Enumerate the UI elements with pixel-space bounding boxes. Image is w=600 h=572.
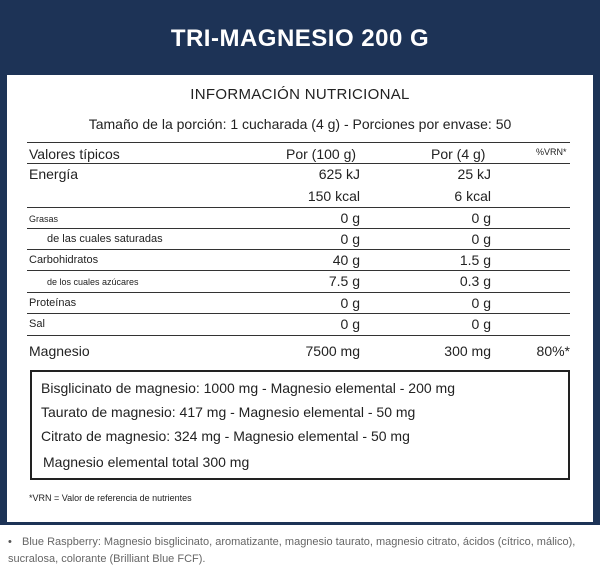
row-rule	[27, 313, 570, 314]
energia-kj-per100: 625 kJ	[318, 166, 360, 182]
box-line-citrato: Citrato de magnesio: 324 mg - Magnesio elemental - 50 mg	[41, 428, 410, 444]
box-line-taurato: Taurato de magnesio: 417 mg - Magnesio elemental - 50 mg	[41, 404, 416, 420]
nutrition-card	[7, 75, 593, 522]
header-per-100g: Por (100 g)	[286, 146, 357, 162]
sal-per100: 0 g	[340, 316, 360, 332]
row-label-grasas: Grasas	[29, 214, 59, 224]
ingredients-text: Blue Raspberry: Magnesio bisglicinato, aromatizante, magnesio taurato, magnesio citrato, ácidos (cítrico, málico), sucralosa, colorante (Brilliant Blue FCF).	[8, 536, 576, 565]
row-label-azucares: de los cuales azúcares	[47, 277, 139, 287]
proteinas-per100: 0 g	[340, 295, 360, 311]
row-rule	[27, 292, 570, 293]
ingredients-list-item	[8, 534, 593, 568]
azucares-per4: 0.3 g	[459, 273, 491, 289]
row-label-sal: Sal	[29, 318, 45, 330]
nutrition-info-title: INFORMACIÓN NUTRICIONAL	[190, 86, 410, 103]
header-rule	[27, 163, 570, 164]
header-vrn: %VRN*	[536, 147, 567, 157]
energia-kcal-per100: 150 kcal	[307, 188, 360, 204]
magnesio-per100: 7500 mg	[305, 343, 360, 359]
energia-kj-per4: 25 kJ	[457, 166, 491, 182]
row-rule	[27, 249, 570, 250]
row-label-saturadas: de las cuales saturadas	[47, 233, 163, 245]
header-per-4g: Por (4 g)	[431, 146, 486, 162]
serving-size-text: Tamaño de la porción: 1 cucharada (4 g) - Porciones por envase: 50	[88, 116, 512, 132]
product-title: TRI-MAGNESIO 200 G	[170, 25, 430, 52]
magnesio-per4: 300 mg	[444, 343, 491, 359]
row-label-proteinas: Proteínas	[29, 297, 77, 309]
grasas-per100: 0 g	[340, 210, 360, 226]
row-label-energia: Energía	[29, 166, 79, 182]
magnesium-sources-box	[30, 370, 570, 480]
header-typical-values: Valores típicos	[29, 146, 120, 162]
magnesio-vrn: 80%*	[536, 343, 570, 359]
saturadas-per100: 0 g	[340, 231, 360, 247]
sal-per4: 0 g	[471, 316, 491, 332]
vrn-footnote: *VRN = Valor de referencia de nutrientes	[29, 493, 192, 503]
grasas-per4: 0 g	[471, 210, 491, 226]
carbohidratos-per100: 40 g	[332, 252, 360, 268]
row-rule	[27, 228, 570, 229]
box-line-bisglicinato: Bisglicinato de magnesio: 1000 mg - Magnesio elemental - 200 mg	[41, 380, 456, 396]
carbohidratos-per4: 1.5 g	[459, 252, 491, 268]
row-rule	[27, 207, 570, 208]
bullet-marker: •	[8, 536, 12, 548]
proteinas-per4: 0 g	[471, 295, 491, 311]
energia-kcal-per4: 6 kcal	[454, 188, 491, 204]
row-label-magnesio: Magnesio	[29, 343, 90, 359]
saturadas-per4: 0 g	[471, 231, 491, 247]
box-line-total: Magnesio elemental total 300 mg	[43, 454, 250, 470]
azucares-per100: 7.5 g	[328, 273, 360, 289]
row-rule	[27, 270, 570, 271]
table-top-rule	[27, 142, 570, 143]
row-rule	[27, 335, 570, 336]
row-label-carbohidratos: Carbohidratos	[29, 254, 99, 266]
